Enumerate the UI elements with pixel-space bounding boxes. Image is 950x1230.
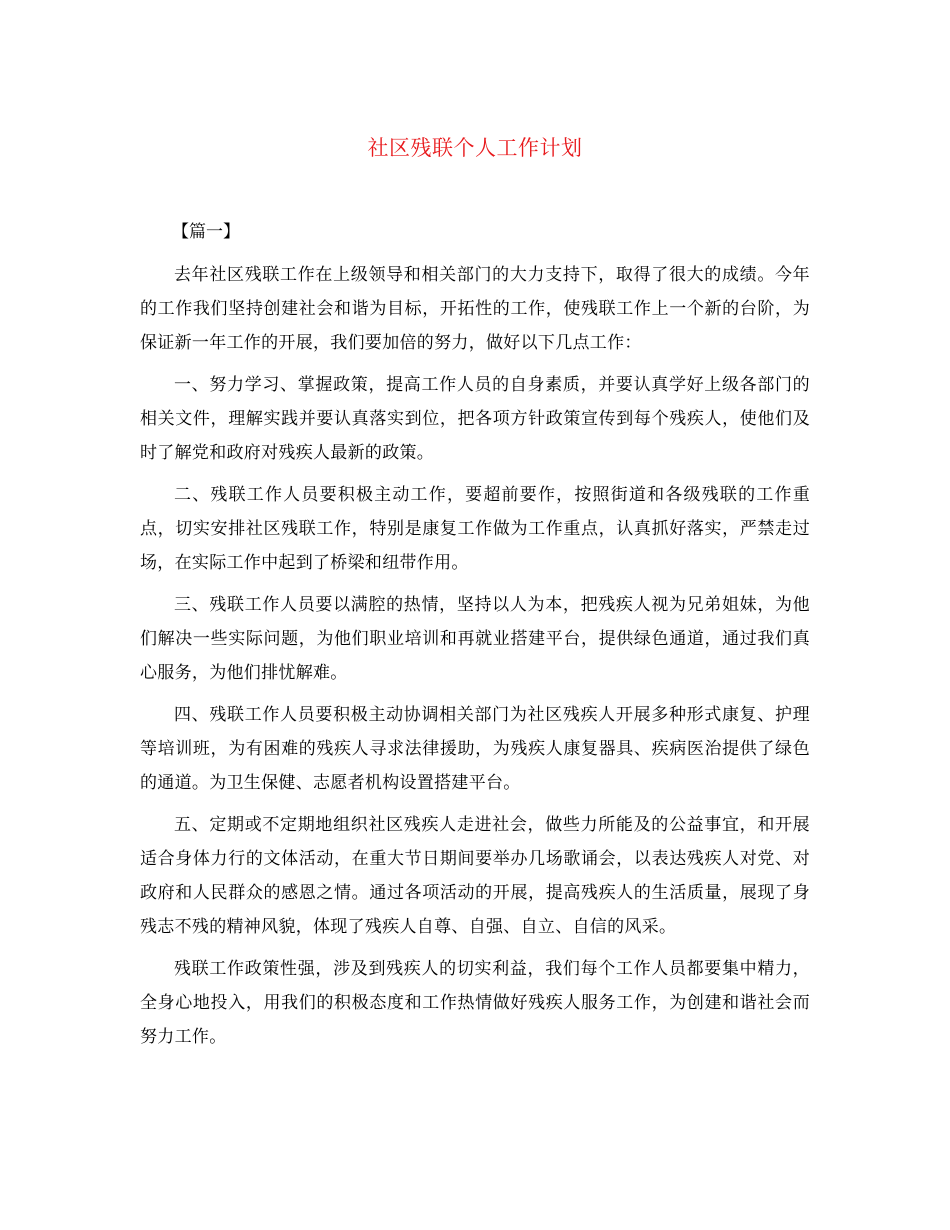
document-title: 社区残联个人工作计划 — [367, 136, 583, 160]
paragraph-item-5: 五、定期或不定期地组织社区残疾人走进社会，做些力所能及的公益事宜，和开展适合身体力行的文体活动，在重大节日期间要举办几场歌诵会，以表达残疾人对党、对政府和人民群众的感恩之情。通过各项活动的开展，提高残疾人的生活质量，展现了身残志不残的精神风貌，体现了残疾人自尊、自强、自立、自信的风采。 — [140, 815, 810, 937]
paragraph-item-2: 二、残联工作人员要积极主动工作，要超前要作，按照街道和各级残联的工作重点，切实安排社区残联工作，特别是康复工作做为工作重点，认真抓好落实，严禁走过场，在实际工作中起到了桥梁和纽带作用。 — [140, 485, 810, 573]
paragraph-intro: 去年社区残联工作在上级领导和相关部门的大力支持下，取得了很大的成绩。今年的工作我们坚持创建社会和谐为目标，开拓性的工作，使残联工作上一个新的台阶，为保证新一年工作的开展，我们要加倍的努力，做好以下几点工作： — [140, 265, 810, 353]
paragraph-item-1: 一、努力学习、掌握政策，提高工作人员的自身素质，并要认真学好上级各部门的相关文件，理解实践并要认真落实到位，把各项方针政策宣传到每个残疾人，使他们及时了解党和政府对残疾人最新的政策。 — [140, 375, 810, 463]
paragraph-item-4: 四、残联工作人员要积极主动协调相关部门为社区残疾人开展多种形式康复、护理等培训班，为有困难的残疾人寻求法律援助，为残疾人康复器具、疾病医治提供了绿色的通道。为卫生保健、志愿者机构设置搭建平台。 — [140, 705, 810, 793]
document-body — [140, 258, 810, 1062]
paragraph-conclusion: 残联工作政策性强，涉及到残疾人的切实利益，我们每个工作人员都要集中精力，全身心地投入，用我们的积极态度和工作热情做好残疾人服务工作，为创建和谐社会而努力工作。 — [140, 959, 810, 1047]
paragraph-item-3: 三、残联工作人员要以满腔的热情，坚持以人为本，把残疾人视为兄弟姐妹，为他们解决一些实际问题，为他们职业培训和再就业搭建平台，提供绿色通道，通过我们真心服务，为他们排忧解难。 — [140, 595, 810, 683]
section-label: 【篇一】 — [172, 222, 240, 242]
